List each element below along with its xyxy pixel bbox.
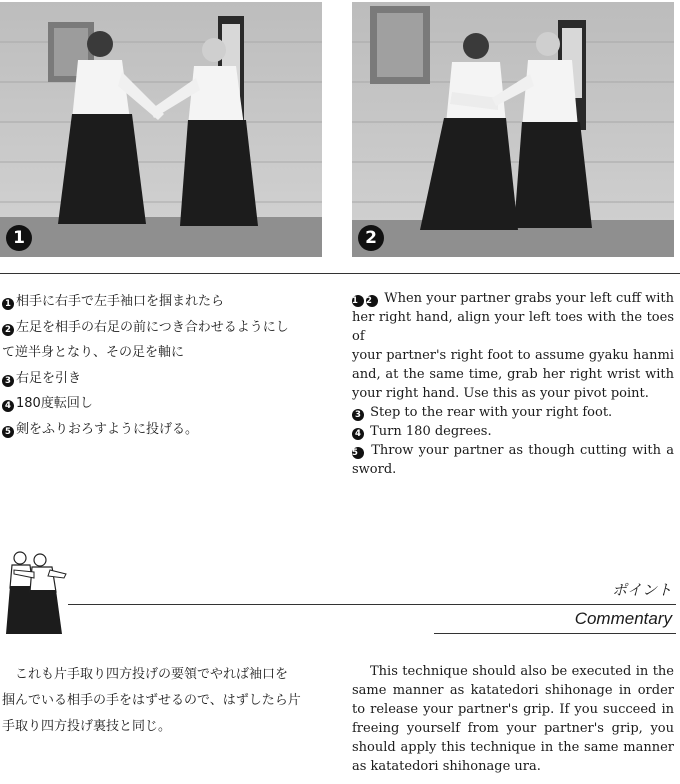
photo-scene-1 [0,2,322,257]
en-commentary-line: as katatedori shihonage ura. [352,759,541,774]
commentary-underline [434,633,676,634]
jp-step-text: 相手に右手で左手袖口を掴まれたら [16,294,225,309]
step-number-badge-1: 1 [6,225,32,251]
photo-step-1 [0,2,322,257]
step-num-bullet: 1 [2,298,14,310]
step-number-badge-2: 2 [358,225,384,251]
jp-step-text: 剣をふりおろすように投げる。 [16,421,199,437]
en-step-text: sword. [352,462,397,477]
jp-step-text: 左足を相手の右足の前につき合わせるようにし [16,319,289,335]
technique-illustration [0,548,70,638]
en-step-cont [352,346,674,365]
commentary-english [352,662,674,776]
en-commentary-line: to release your partner's grip. If you succeed in [352,702,674,717]
en-step-text: Throw your partner as though cutting with a [371,443,674,458]
jp-step-5 [2,417,327,443]
step-num-bullet: 5 [2,426,14,438]
en-step-cont [352,384,674,403]
step-num-bullet: 2 [366,295,378,307]
en-step-3 [352,403,674,422]
commentary-heading-jp: ポイント [611,581,672,599]
photo-step-2 [352,2,674,257]
jp-commentary-line: 掴んでいる相手の手をはずせるので、はずしたら片 [2,693,301,708]
steps-japanese [2,289,327,442]
en-commentary-line: This technique should also be executed in the [370,664,674,679]
section-divider-top [0,273,680,274]
en-step-text: your right hand. Use this as your pivot point. [352,386,649,401]
en-step-cont [352,365,674,384]
en-commentary-line: freeing yourself from your partner's grip, you [352,721,674,736]
photo-scene-2 [352,2,674,257]
en-step-text: your partner's right foot to assume gyaku hanmi [352,348,674,363]
jp-step-2 [2,315,327,341]
section-divider-commentary [68,604,676,605]
en-step-text: When your partner grabs your left cuff with [384,291,674,306]
en-step-4 [352,422,674,441]
en-commentary-line: should apply this technique in the same manner [352,740,674,755]
en-step-text: Step to the rear with your right foot. [370,405,613,420]
steps-english [352,289,674,479]
step-num-bullet: 5 [352,447,364,459]
jp-step-3 [2,366,327,392]
step-num-bullet: 3 [2,375,14,387]
jp-commentary-line: 手取り四方投げ裏技と同じ。 [2,719,172,734]
en-step-1-2 [352,289,674,308]
jp-step-1 [2,289,327,315]
jp-step-2-cont [2,340,327,366]
step-num-bullet: 4 [352,428,364,440]
en-step-text: Turn 180 degrees. [370,424,492,439]
en-commentary-line: same manner as katatedori shihonage in order [352,683,674,698]
jp-step-text: 右足を引き [16,370,82,386]
jp-commentary-line: これも片手取り四方投げの要領でやれば袖口を [2,667,289,682]
jp-step-text: 180度転回し [16,396,93,411]
commentary-heading-en: Commentary [574,609,672,628]
commentary-japanese [2,662,327,740]
en-step-cont [352,308,674,346]
step-num-bullet: 3 [352,409,364,421]
en-step-5 [352,441,674,460]
step-num-bullet: 4 [2,400,14,412]
step-num-bullet: 2 [2,324,14,336]
en-step-text: and, at the same time, grab her right wrist with [352,367,674,382]
en-step-text: her right hand, align your left toes with the toes of [352,310,674,344]
jp-step-text: て逆半身となり、その足を軸に [2,345,185,360]
en-step-cont [352,460,674,479]
step-num-bullet: 1 [352,295,364,307]
jp-step-4 [2,391,327,417]
